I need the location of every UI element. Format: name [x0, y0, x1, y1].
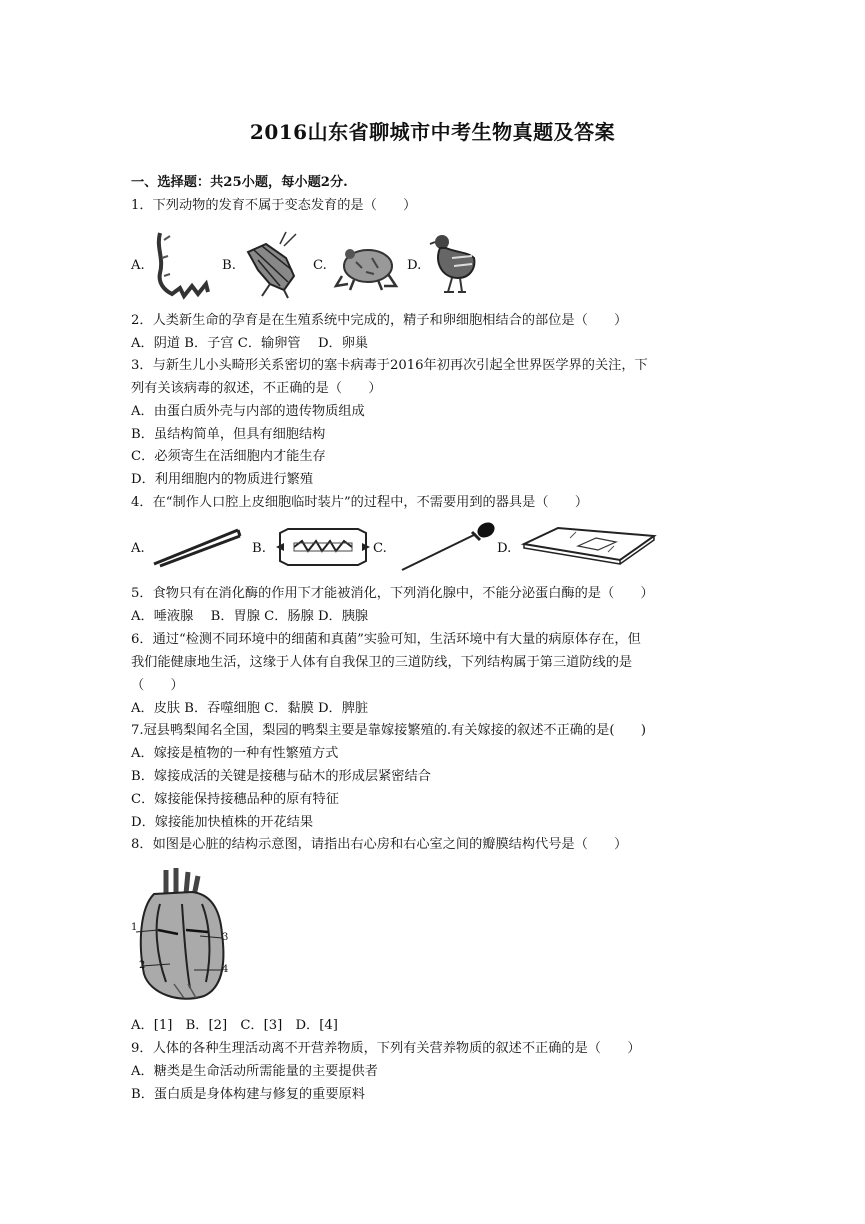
- pigeon-icon: [428, 228, 478, 298]
- question-3-option-d: D．利用细胞内的物质进行繁殖: [131, 472, 314, 487]
- question-7-option-b: B．嫁接成活的关键是接穗与砧木的形成层紧密结合: [131, 769, 431, 784]
- question-8-stem: 8．如图是心脏的结构示意图，请指出右心房和右心室之间的瓣膜结构代号是（ ）: [131, 837, 628, 852]
- question-9-option-a: A．糖类是生命活动所需能量的主要提供者: [131, 1064, 378, 1079]
- q4-option-a-label: A.: [131, 541, 145, 556]
- q4-option-d-label: D.: [497, 541, 512, 556]
- q1-option-c-label: C.: [313, 258, 327, 273]
- heart-label-2: 2: [139, 960, 146, 971]
- question-6-stem-line-1: 6．通过“检测不同环境中的细菌和真菌”实验可知，生活环境中有大量的病原体存在，但: [131, 632, 641, 647]
- heart-diagram-icon: [130, 864, 232, 1006]
- locust-icon: [240, 230, 306, 300]
- page-title: 2016山东省聊城市中考生物真题及答案: [249, 120, 616, 144]
- question-3-option-b: B．虽结构简单，但具有细胞结构: [131, 427, 326, 442]
- razor-blade-icon: [274, 525, 372, 569]
- q1-option-a-label: A.: [131, 258, 145, 273]
- q4-option-b-label: B.: [252, 541, 266, 556]
- glass-slide-icon: [520, 524, 658, 566]
- q4-option-c-label: C.: [373, 541, 387, 556]
- heart-label-1: 1: [131, 922, 138, 933]
- question-3-option-c: C．必须寄生在活细胞内才能生存: [131, 449, 326, 464]
- question-6-stem-line-3: （ ）: [131, 678, 184, 693]
- dropper-icon: [398, 518, 498, 574]
- question-4-stem: 4．在“制作人口腔上皮细胞临时装片”的过程中，不需要用到的器具是（ ）: [131, 495, 589, 510]
- question-6-options: A．皮肤 B．吞噬细胞 C．黏膜 D．脾脏: [131, 701, 369, 716]
- question-3-stem-line-1: 3．与新生儿小头畸形关系密切的塞卡病毒于2016年初再次引起全世界医学界的关注，下: [131, 358, 648, 373]
- q1-option-b-label: B.: [222, 258, 236, 273]
- question-7-option-d: D．嫁接能加快植株的开花结果: [131, 815, 314, 830]
- question-5-options: A．唾液腺 B．胃腺 C．肠腺 D．胰腺: [131, 609, 369, 624]
- question-8-options: A．[1] B．[2] C．[3] D．[4]: [131, 1018, 338, 1033]
- q1-option-d-label: D.: [407, 258, 422, 273]
- silkworm-icon: [150, 228, 212, 300]
- question-6-stem-line-2: 我们能健康地生活，这缘于人体有自我保卫的三道防线，下列结构属于第三道防线的是: [131, 655, 633, 670]
- section-header: 一、选择题：共25小题，每小题2分.: [131, 175, 348, 190]
- heart-label-3: 3: [222, 932, 229, 943]
- question-2-stem: 2．人类新生命的孕育是在生殖系统中完成的，精子和卵细胞相结合的部位是（ ）: [131, 313, 628, 328]
- question-1-stem: 1．下列动物的发育不属于变态发育的是（ ）: [131, 198, 417, 213]
- question-3-stem-line-2: 列有关该病毒的叙述，不正确的是（ ）: [131, 381, 382, 396]
- tweezers-icon: [150, 524, 242, 568]
- frog-icon: [332, 234, 400, 294]
- question-9-stem: 9．人体的各种生理活动离不开营养物质，下列有关营养物质的叙述不正确的是（ ）: [131, 1041, 641, 1056]
- question-7-option-c: C．嫁接能保持接穗品种的原有特征: [131, 792, 339, 807]
- question-7-option-a: A．嫁接是植物的一种有性繁殖方式: [131, 746, 339, 761]
- question-5-stem: 5．食物只有在消化酶的作用下才能被消化，下列消化腺中，不能分泌蛋白酶的是（ ）: [131, 586, 654, 601]
- question-3-option-a: A．由蛋白质外壳与内部的遗传物质组成: [131, 404, 365, 419]
- question-2-options: A．阴道 B．子宫 C．输卵管 D．卵巢: [131, 336, 369, 351]
- question-7-stem: 7.冠县鸭梨闻名全国，梨园的鸭梨主要是靠嫁接繁殖的.有关嫁接的叙述不正确的是( ): [131, 723, 646, 738]
- question-9-option-b: B．蛋白质是身体构建与修复的重要原料: [131, 1087, 365, 1102]
- heart-label-4: 4: [222, 964, 229, 975]
